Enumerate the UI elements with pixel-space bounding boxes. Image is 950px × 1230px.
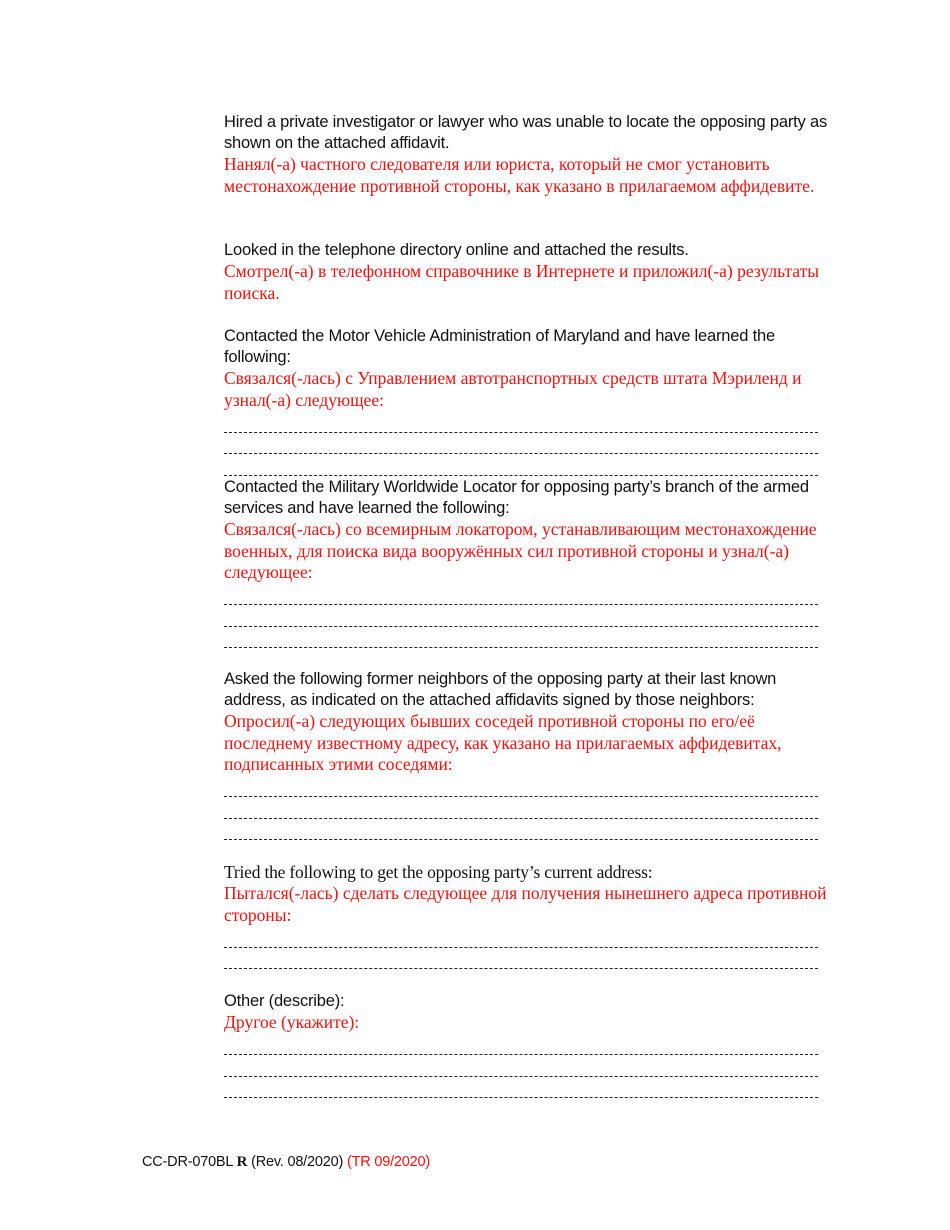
section-telephone-directory [224, 240, 834, 304]
answer-line[interactable] [224, 1077, 818, 1099]
section-english-text: Contacted the Military Worldwide Locator for opposing party’s branch of the armed services and have learned the following: [224, 478, 809, 517]
section-english-text: Other (describe): [224, 992, 345, 1010]
answer-line[interactable] [224, 605, 818, 627]
revision-date: (Rev. 08/2020) [251, 1154, 344, 1170]
section-english-text: Looked in the telephone directory online and attached the results. [224, 241, 689, 259]
language-letter: R [236, 1154, 248, 1170]
answer-line[interactable] [224, 627, 818, 649]
section-russian-text: Пытался(-лась) сделать следующее для получения нынешнего адреса противной стороны: [224, 883, 827, 925]
section-russian-text: Нанял(-а) частного следователя или юриста, который не смог установить местонахождение противной стороны, как указано в прилагаемом аффидевите. [224, 154, 815, 196]
form-code: CC-DR-070BL [142, 1154, 233, 1170]
section-english-text: Tried the following to get the opposing party’s current address: [224, 862, 653, 882]
section-other [224, 991, 834, 1098]
section-english-text: Contacted the Motor Vehicle Administration of Maryland and have learned the following: [224, 327, 775, 366]
answer-line[interactable] [224, 1055, 818, 1077]
section-english-text: Asked the following former neighbors of the opposing party at their last known address, as indicated on the attached affidavits signed by those neighbors: [224, 670, 777, 709]
answer-line[interactable] [224, 948, 818, 970]
answer-line[interactable] [224, 776, 818, 798]
answer-line[interactable] [224, 1034, 818, 1056]
answer-line[interactable] [224, 584, 818, 606]
section-former-neighbors [224, 669, 834, 840]
answer-line[interactable] [224, 926, 818, 948]
form-footer [142, 1154, 430, 1171]
section-motor-vehicle [224, 326, 834, 476]
section-russian-text: Смотрел(-а) в телефонном справочнике в Интернете и приложил(-а) результаты поиска. [224, 261, 819, 303]
section-russian-text: Связался(-лась) с Управлением автотранспортных средств штата Мэриленд и узнал(-а) следующее: [224, 368, 802, 410]
section-private-investigator [224, 112, 834, 197]
section-english-text: Hired a private investigator or lawyer who was unable to locate the opposing party as shown on the attached affidavit. [224, 113, 828, 152]
section-russian-text: Связался(-лась) со всемирным локатором, устанавливающим местонахождение военных, для поиска вида вооружённых сил противной стороны и узнал(-а) следующее: [224, 519, 817, 582]
answer-line[interactable] [224, 454, 818, 476]
section-current-address [224, 862, 834, 969]
answer-line[interactable] [224, 411, 818, 433]
answer-line[interactable] [224, 433, 818, 455]
translation-revision: (TR 09/2020) [346, 1154, 430, 1170]
section-russian-text: Другое (укажите): [224, 1012, 360, 1032]
section-military-locator [224, 477, 834, 648]
answer-line[interactable] [224, 797, 818, 819]
answer-line[interactable] [224, 819, 818, 841]
section-russian-text: Опросил(-а) следующих бывших соседей противной стороны по его/её последнему известному адресу, как указано на прилагаемых аффидевитах, подписанных этими соседями: [224, 711, 782, 774]
